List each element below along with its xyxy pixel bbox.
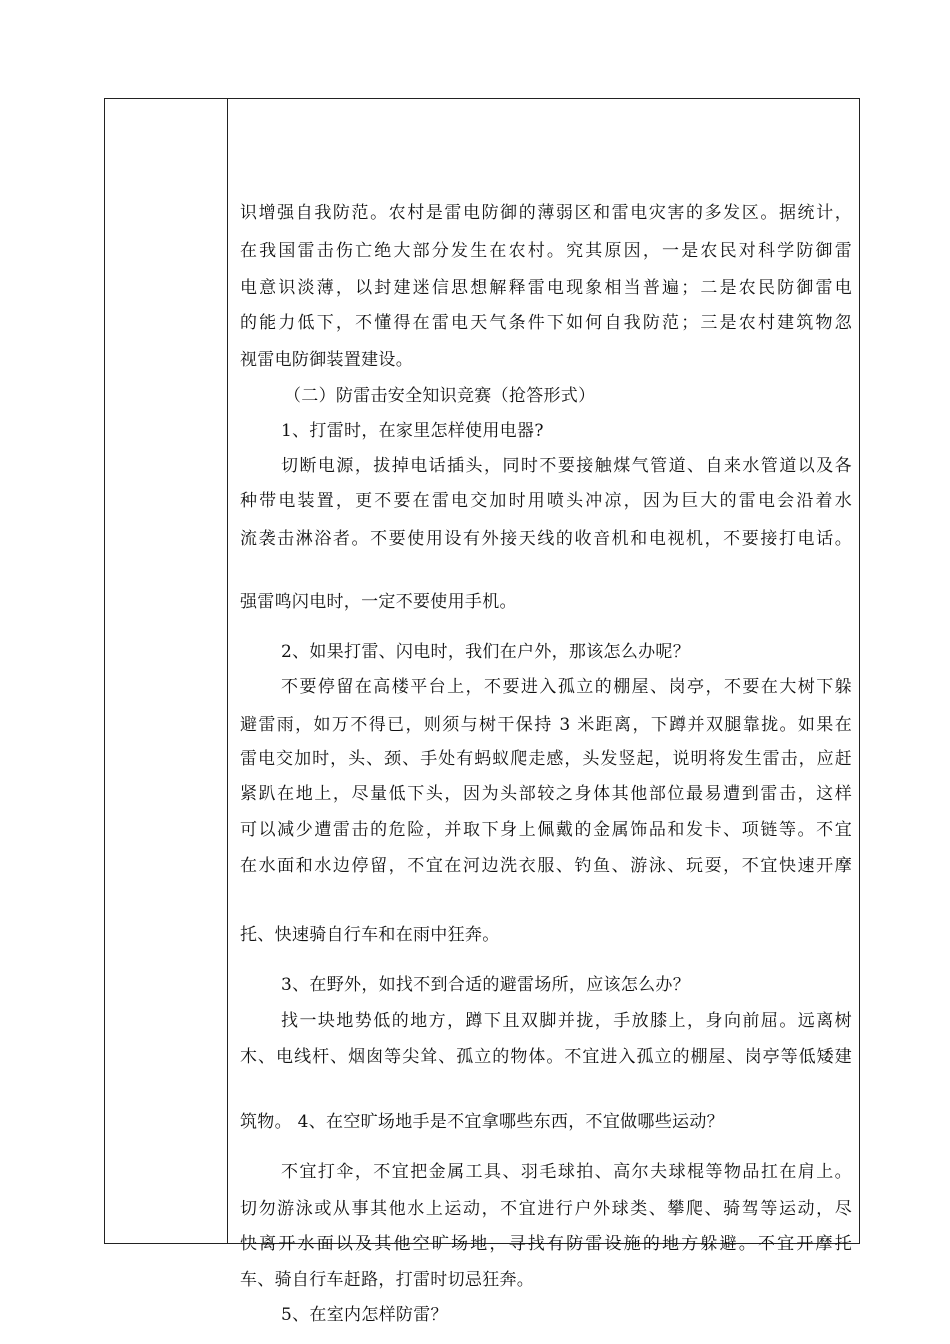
document-table xyxy=(104,98,860,1325)
paragraph-line: 视雷电防御装置建设。 xyxy=(240,350,413,370)
question-5: 5、在室内怎样防雷？ xyxy=(281,1305,448,1325)
answer-line: 在水面和水边停留，不宜在河边洗衣服、钓鱼、游泳、玩耍，不宜快速开摩 xyxy=(240,856,852,876)
paragraph-line: 在我国雷击伤亡绝大部分发生在农村。究其原因，一是农民对科学防御雷 xyxy=(240,241,852,261)
question-3: 3、在野外，如找不到合适的避雷场所，应该怎么办？ xyxy=(281,975,691,995)
paragraph-line: 的能力低下，不懂得在雷电天气条件下如何自我防范；三是农村建筑物忽 xyxy=(240,313,852,333)
paragraph-line: 识增强自我防范。农村是雷电防御的薄弱区和雷电灾害的多发区。据统计， xyxy=(240,203,852,223)
question-1: 1、打雷时，在家里怎样使用电器? xyxy=(281,421,544,441)
answer-line: 避雷雨，如万不得已，则须与树干保持 3 米距离，下蹲并双腿靠拢。如果在 xyxy=(240,715,852,735)
section-heading: （二）防雷击安全知识竞赛（抢答形式） xyxy=(284,386,596,406)
answer-line: 车、骑自行车赶路，打雷时切忌狂奔。 xyxy=(240,1270,535,1290)
answer-line: 快离开水面以及其他空旷场地，寻找有防雷设施的地方躲避。不宜开摩托 xyxy=(240,1234,852,1254)
answer-line: 强雷鸣闪电时，一定不要使用手机。 xyxy=(240,592,517,612)
paragraph-line: 电意识淡薄，以封建迷信思想解释雷电现象相当普遍；二是农民防御雷电 xyxy=(240,278,852,298)
answer-line: 不宜打伞，不宜把金属工具、羽毛球拍、高尔夫球棍等物品扛在肩上。 xyxy=(281,1162,852,1182)
answer-line: 切断电源，拔掉电话插头，同时不要接触煤气管道、自来水管道以及各 xyxy=(281,456,852,476)
table-left-column xyxy=(105,99,228,1243)
question-4-line: 筑物。 4、在空旷场地手是不宜拿哪些东西，不宜做哪些运动？ xyxy=(240,1112,724,1132)
table-content-cell xyxy=(229,99,860,1325)
answer-line: 不要停留在高楼平台上，不要进入孤立的棚屋、岗亭，不要在大树下躲 xyxy=(281,677,852,697)
answer-line: 木、电线杆、烟囱等尖耸、孤立的物体。不宜进入孤立的棚屋、岗亭等低矮建 xyxy=(240,1047,852,1067)
answer-line: 找一块地势低的地方，蹲下且双脚并拢，手放膝上，身向前屈。远离树 xyxy=(281,1011,852,1031)
question-2: 2、如果打雷、闪电时，我们在户外，那该怎么办呢？ xyxy=(281,642,691,662)
answer-line: 雷电交加时，头、颈、手处有蚂蚁爬走感，头发竖起，说明将发生雷击，应赶 xyxy=(240,749,852,769)
answer-line: 种带电装置，更不要在雷电交加时用喷头冲凉，因为巨大的雷电会沿着水 xyxy=(240,491,852,511)
answer-line: 流袭击淋浴者。不要使用设有外接天线的收音机和电视机，不要接打电话。 xyxy=(240,529,852,549)
answer-line: 紧趴在地上，尽量低下头，因为头部较之身体其他部位最易遭到雷击，这样 xyxy=(240,784,852,804)
answer-line: 切勿游泳或从事其他水上运动，不宜进行户外球类、攀爬、骑驾等运动，尽 xyxy=(240,1199,852,1219)
answer-line: 托、快速骑自行车和在雨中狂奔。 xyxy=(240,925,500,945)
answer-line: 可以减少遭雷击的危险，并取下身上佩戴的金属饰品和发卡、项链等。不宜 xyxy=(240,820,852,840)
